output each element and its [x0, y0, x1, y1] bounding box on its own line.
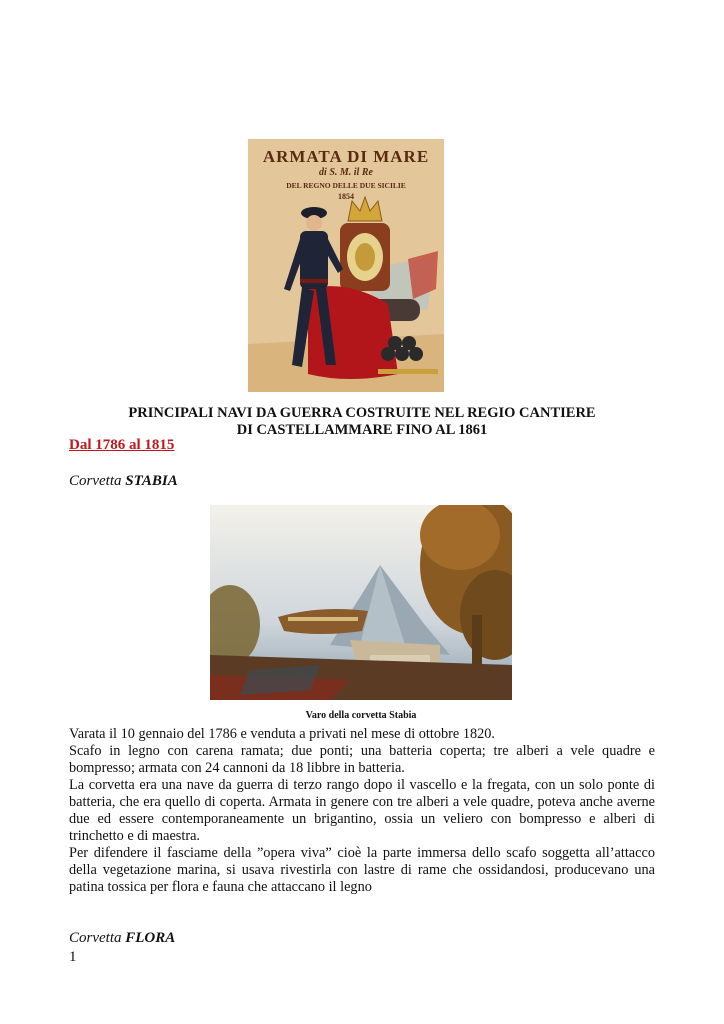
corvette-name: STABIA — [125, 473, 178, 489]
sailor-with-crest-art — [248, 139, 444, 392]
launch-painting — [210, 505, 512, 700]
poster-illustration — [248, 139, 444, 392]
painting-caption: Varo della corvetta Stabia — [305, 710, 417, 721]
body-text — [69, 726, 655, 896]
paragraph: La corvetta era una nave da guerra di terzo rango dopo il vascello e la fregata, con un solo ponte di batteria, che era quello di coperta. Armata in genere con tre alberi a vele quadre, poteva anche averne due ed essere contemporaneamente un brigantino, ossia un veliero con bompresso e alberi di trinchetto e di maestra. — [69, 777, 655, 844]
poster-year: 1854 — [338, 192, 354, 201]
corvette-flora-label — [69, 930, 175, 947]
corvette-stabia-label — [69, 473, 178, 490]
poster-title-line3: DEL REGNO DELLE DUE SICILIE — [286, 181, 406, 190]
paragraph: Per difendere il fasciame della ”opera viva” cioè la parte immersa dello scafo soggetta all’attacco della vegetazione marina, si usava rivestirla con lastre di rame che ossidandosi, producevano una patina tossica per flora e fauna che attaccano il legno — [69, 845, 655, 895]
poster-title-line2: di S. M. il Re — [319, 167, 373, 178]
heading-line2: DI CASTELLAMMARE FINO AL 1861 — [236, 422, 488, 438]
corvette-name: FLORA — [125, 930, 176, 946]
paragraph: Scafo in legno con carena ramata; due ponti; una batteria coperta; tre alberi a vele quadre e bompresso; armata con 24 cannoni da 18 libbre in batteria. — [69, 743, 655, 776]
page-number: 1 — [69, 949, 77, 965]
date-range-heading: Dal 1786 al 1815 — [69, 437, 175, 453]
poster-title-line1: ARMATA DI MARE — [262, 147, 430, 166]
heading-line1: PRINCIPALI NAVI DA GUERRA COSTRUITE NEL REGIO CANTIERE — [128, 405, 596, 421]
corvette-prefix: Corvetta — [69, 930, 126, 946]
paragraph: Varata il 10 gennaio del 1786 e venduta a privati nel mese di ottobre 1820. — [69, 726, 496, 742]
ship-launch-art — [210, 505, 512, 700]
corvette-prefix: Corvetta — [69, 473, 126, 489]
